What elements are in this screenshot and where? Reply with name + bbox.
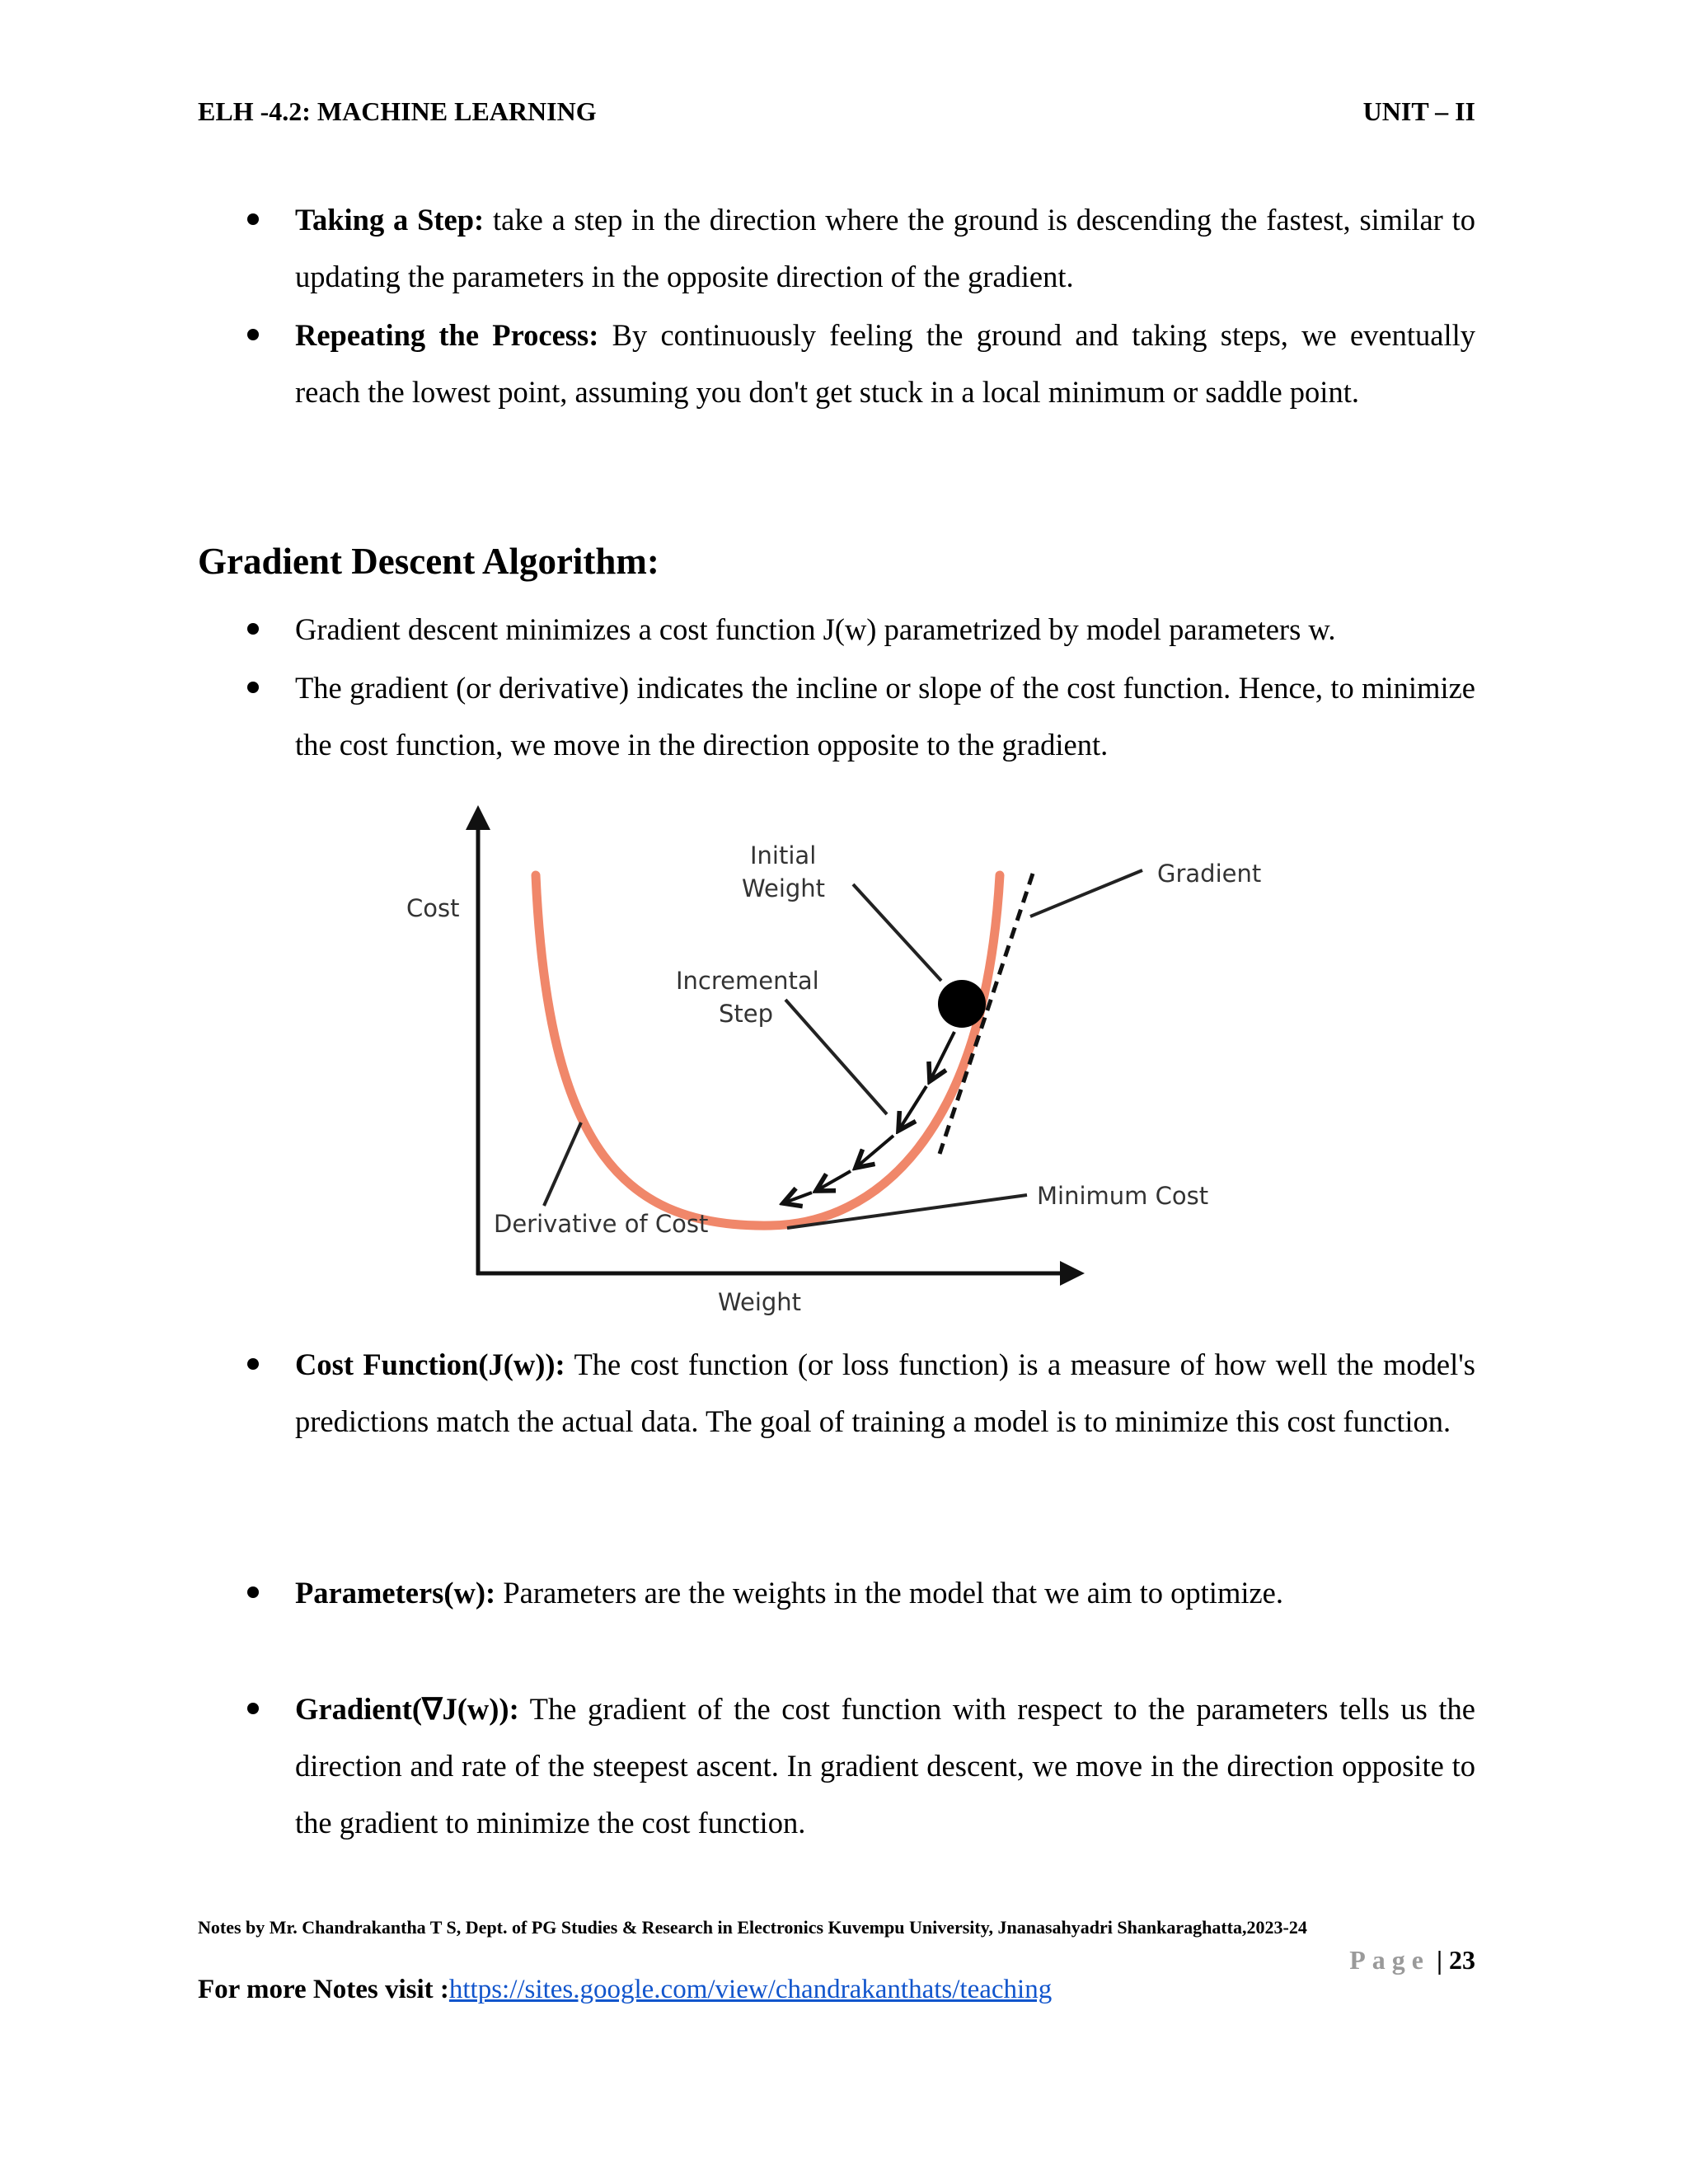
text-repeating: By continuously feeling the ground and taking steps, we eventually reach the lowest point, assuming you don't get stuck in a local minimum or saddle point. xyxy=(295,318,1475,409)
page-number: 23 xyxy=(1449,1945,1475,1975)
header-unit: UNIT – II xyxy=(1362,96,1475,126)
list-item-repeating xyxy=(295,307,1475,420)
step-arrow-2 xyxy=(898,1086,926,1131)
term-taking-a-step: Taking a Step: xyxy=(295,203,485,237)
footer-author-note: Notes by Mr. Chandrakantha T S, Dept. of PG Studies & Research in Electronics Kuvempu University, Jnanasahyadri Shankaraghatta,2023-24 xyxy=(198,1917,1307,1938)
gradient-label: Gradient xyxy=(1157,860,1262,888)
text-parameters: Parameters are the weights in the model that we aim to optimize. xyxy=(495,1576,1283,1610)
cost-curve xyxy=(536,875,1000,1226)
bullet-icon xyxy=(244,326,264,345)
bullet-icon xyxy=(244,1583,264,1603)
list-item-gd-minimizes: Gradient descent minimizes a cost function J(w) parametrized by model parameters w. xyxy=(295,612,1336,646)
bullet-icon xyxy=(244,620,264,640)
text-taking-a-step: take a step in the direction where the ground is descending the fastest, similar to updating the parameters in the opposite direction of the gradient. xyxy=(295,203,1475,293)
gradient-descent-diagram xyxy=(387,793,1269,1329)
x-axis-label: Weight xyxy=(718,1288,802,1316)
list-item-gradient xyxy=(295,1680,1475,1851)
bullet-icon xyxy=(244,1355,264,1375)
initial-weight-ball xyxy=(938,980,986,1028)
pointer-initial-weight xyxy=(853,884,941,981)
incremental-step-label-line1: Incremental xyxy=(676,967,819,995)
text-cost-function: The cost function (or loss function) is a measure of how well the model's predictions match the actual data. The goal of training a model is to minimize this cost function. xyxy=(295,1347,1476,1438)
step-arrow-1 xyxy=(930,1032,954,1081)
bullet-icon xyxy=(244,1699,264,1719)
step-arrow-4 xyxy=(816,1171,851,1191)
pointer-gradient xyxy=(1030,870,1142,916)
list-item-parameters xyxy=(295,1564,1475,1621)
list-item-taking-a-step xyxy=(295,191,1475,305)
initial-weight-label-line2: Weight xyxy=(742,874,826,902)
page-word: Page xyxy=(1349,1945,1430,1975)
text-gradient: The gradient of the cost function with respect to the parameters tells us the direction and rate of the steepest ascent. In gradient descent, we move in the direction opposite to the gradient to minimize the cost function. xyxy=(295,1692,1475,1840)
list-item-gradient-incline: The gradient (or derivative) indicates the incline or slope of the cost function. Hence, to minimize the cost function, we move in the direction opposite to the gradient. xyxy=(295,671,1475,762)
incremental-step-label-line2: Step xyxy=(719,1000,774,1028)
bullet-icon xyxy=(244,678,264,698)
step-arrow-5 xyxy=(783,1193,812,1203)
derivative-of-cost-label: Derivative of Cost xyxy=(494,1210,709,1238)
list-item-cost-function xyxy=(295,1336,1475,1450)
step-arrow-3 xyxy=(856,1136,893,1168)
notes-site-link[interactable]: https://sites.google.com/view/chandrakanthats/teaching xyxy=(448,1975,1053,2004)
minimum-cost-label: Minimum Cost xyxy=(1037,1182,1209,1210)
bullet-icon xyxy=(244,210,264,230)
term-cost-function: Cost Function(J(w)): xyxy=(295,1347,565,1381)
visit-prefix: For more Notes visit : xyxy=(198,1975,449,2004)
page-separator: | xyxy=(1429,1945,1449,1975)
y-axis-label: Cost xyxy=(406,894,460,922)
term-gradient: Gradient(∇J(w)): xyxy=(295,1692,519,1726)
footer-visit xyxy=(198,1975,1052,2005)
term-repeating: Repeating the Process: xyxy=(295,318,599,352)
pointer-minimum-cost xyxy=(787,1195,1027,1228)
term-parameters: Parameters(w): xyxy=(295,1576,496,1610)
section-heading: Gradient Descent Algorithm: xyxy=(198,541,659,582)
pointer-incremental-step xyxy=(785,1000,887,1114)
page-number-block xyxy=(1349,1945,1475,1975)
initial-weight-label-line1: Initial xyxy=(750,841,817,869)
header-course-title: ELH -4.2: MACHINE LEARNING xyxy=(198,96,597,126)
pointer-derivative xyxy=(544,1122,581,1206)
